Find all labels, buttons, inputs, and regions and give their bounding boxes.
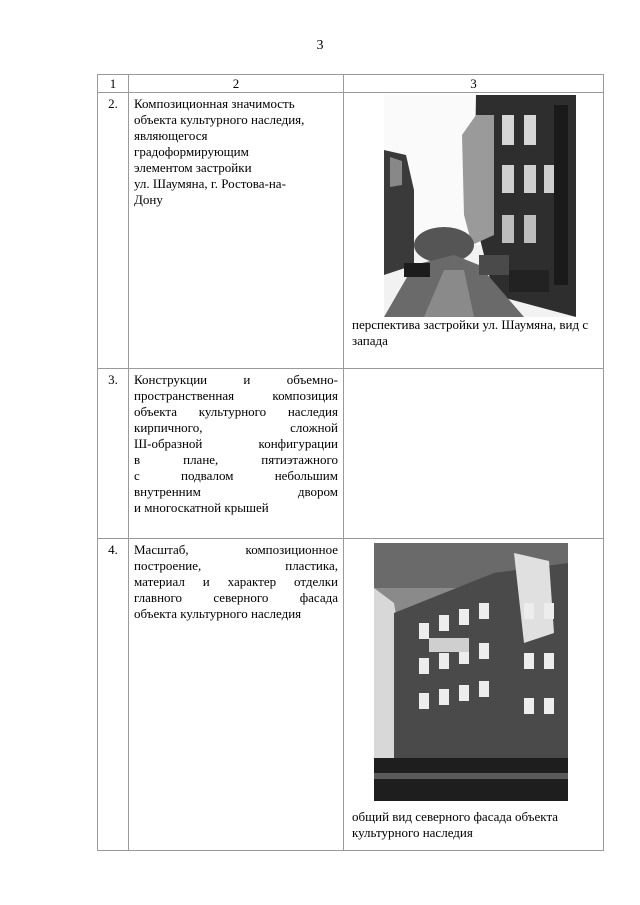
description-line: Масштаб, композиционное [134, 542, 338, 557]
header-cell-1: 1 [98, 75, 129, 93]
row-description [129, 369, 344, 539]
description-line: объекта культурного наследия, [134, 112, 305, 127]
description-line: и многоскатной крышей [134, 500, 269, 515]
table-row [98, 539, 604, 851]
photo-caption: перспектива застройки ул. Шаумяна, вид с запада [352, 317, 589, 348]
description-line: построение, пластика, [134, 558, 338, 573]
description-line: объекта культурного наследия [134, 606, 302, 621]
header-cell-2: 2 [129, 75, 344, 93]
table-row [98, 93, 604, 369]
row-description [129, 93, 344, 369]
row-number: 3. [98, 369, 129, 539]
row-number: 4. [98, 539, 129, 851]
header-cell-3: 3 [344, 75, 604, 93]
description-line: в плане, пятиэтажного [134, 452, 338, 467]
description-line: Ш-образной конфигурации [134, 436, 338, 451]
table-row [98, 369, 604, 539]
row-number: 2. [98, 93, 129, 369]
description-line: градоформирующим [134, 144, 249, 159]
description-line: пространственная композиция [134, 388, 338, 403]
description-line: элементом застройки [134, 160, 252, 175]
page-number: 3 [316, 38, 324, 53]
photo-caption: общий вид северного фасада объекта культурного наследия [352, 809, 559, 840]
description-line: материал и характер отделки [134, 574, 338, 589]
row-description [129, 539, 344, 851]
description-line: Композиционная значимость [134, 96, 295, 111]
description-line: являющегося [134, 128, 208, 143]
description-line: с подвалом небольшим [134, 468, 338, 483]
description-line: Дону [134, 192, 163, 207]
photo-cell [344, 93, 604, 369]
heritage-table [97, 74, 604, 851]
north-facade-photo [374, 543, 568, 801]
empty-cell [344, 369, 604, 539]
description-line: ул. Шаумяна, г. Ростова-на- [134, 176, 286, 191]
description-line: Конструкции и объемно- [134, 372, 338, 387]
street-perspective-photo [384, 95, 576, 317]
description-line: кирпичного, сложной [134, 420, 338, 435]
description-line: объекта культурного наследия [134, 404, 338, 419]
description-line: внутренним двором [134, 484, 338, 499]
photo-cell [344, 539, 604, 851]
description-line: главного северного фасада [134, 590, 338, 605]
table-header-row [98, 75, 604, 93]
